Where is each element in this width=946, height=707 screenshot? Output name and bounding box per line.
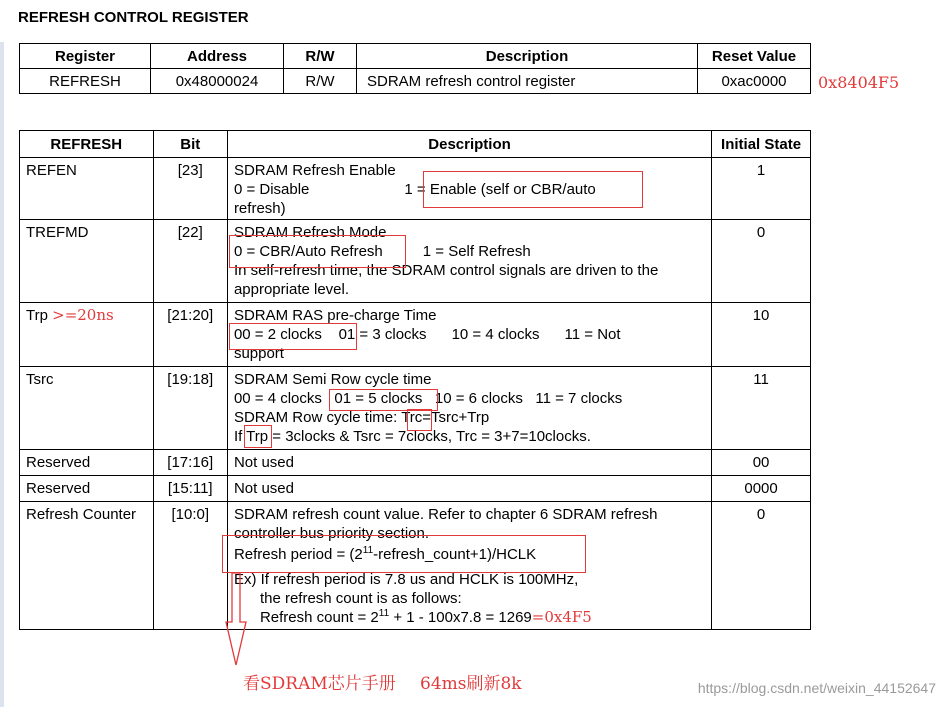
desc-line: In self-refresh time, the SDRAM control signals are driven to the	[233, 262, 659, 279]
col-address: Address	[151, 44, 284, 69]
desc-text: 11 = Not	[564, 326, 621, 343]
field-name: Reserved	[20, 476, 154, 502]
field-name-text: Trp	[26, 307, 48, 324]
bottom-annotation-2: 64ms刷新8k	[420, 674, 522, 694]
field-bit: [21:20]	[153, 303, 227, 367]
desc-text: 11 = 7 clocks	[535, 390, 623, 407]
field-bit: [19:18]	[153, 367, 227, 450]
highlight-box-trc	[407, 409, 432, 431]
down-arrow-icon	[224, 572, 248, 668]
col-reset-value: Reset Value	[698, 44, 811, 69]
table-row	[20, 220, 811, 303]
desc-text: + 1 - 100x7.8 = 1269	[389, 609, 532, 626]
field-desc	[227, 450, 711, 476]
desc-line: Not used	[233, 454, 294, 471]
highlight-box-trp-clocks	[229, 323, 357, 350]
highlight-box-cbr	[229, 235, 406, 268]
desc-text: 01 = 3 clocks	[338, 326, 427, 343]
page-title: REFRESH CONTROL REGISTER	[18, 9, 249, 26]
desc-line: the refresh count is as follows:	[259, 590, 462, 607]
field-name: Tsrc	[20, 367, 154, 450]
desc-text: 1 = Self Refresh	[422, 243, 531, 260]
col-register: Register	[20, 44, 151, 69]
table-row	[20, 303, 811, 367]
reset-value-annotation: 0x8404F5	[818, 73, 900, 92]
highlight-box-tsrc-clocks	[329, 389, 438, 411]
field-init: 11	[712, 367, 811, 450]
field-init: 1	[712, 158, 811, 220]
register-table-header	[20, 44, 811, 69]
field-bit: [23]	[153, 158, 227, 220]
field-bit: [10:0]	[153, 502, 227, 630]
register-description: SDRAM refresh control register	[357, 69, 698, 94]
col-bit: Bit	[153, 131, 227, 158]
col-refresh: REFRESH	[20, 131, 154, 158]
field-desc	[227, 476, 711, 502]
desc-text: 0 = CBR/Auto Refresh	[233, 243, 383, 260]
desc-line: Ex) If refresh period is 7.8 us and HCLK is 100MHz,	[233, 571, 579, 588]
desc-line: support	[233, 345, 284, 362]
desc-line: SDRAM Row cycle time: Trc=Tsrc+Trp	[233, 409, 490, 426]
highlight-box-trp	[244, 425, 272, 448]
desc-line: SDRAM Refresh Mode	[233, 224, 387, 241]
register-reset-value: 0xac0000	[698, 69, 811, 94]
field-name: Reserved	[20, 450, 154, 476]
desc-line: SDRAM Semi Row cycle time	[233, 371, 432, 388]
refresh-count-annotation: =0x4F5	[531, 608, 592, 626]
watermark: https://blog.csdn.net/weixin_44152647	[697, 680, 936, 696]
field-name: TREFMD	[20, 220, 154, 303]
table-row	[20, 158, 811, 220]
desc-line: If Trp = 3clocks & Tsrc = 7clocks, Trc = 3+7=10clocks.	[233, 428, 591, 445]
field-table-header	[20, 131, 811, 158]
desc-text: 01 = 5 clocks	[334, 390, 423, 407]
desc-text: 00 = 2 clocks	[233, 326, 322, 343]
desc-superscript: 11	[362, 545, 374, 556]
highlight-box-refresh-period	[222, 535, 586, 573]
col-field-description: Description	[227, 131, 711, 158]
desc-line	[234, 389, 705, 408]
bottom-annotation: 看SDRAM芯片手册	[243, 674, 396, 694]
highlight-box-enable	[423, 171, 643, 208]
col-description: Description	[357, 44, 698, 69]
col-initial-state: Initial State	[712, 131, 811, 158]
field-init: 0	[712, 220, 811, 303]
table-row	[20, 450, 811, 476]
field-init: 0	[712, 502, 811, 630]
desc-text: 0 = Disable	[233, 181, 310, 198]
register-address: 0x48000024	[151, 69, 284, 94]
register-name: REFRESH	[20, 69, 151, 94]
desc-superscript: 11	[378, 608, 390, 619]
desc-text: Refresh period = (2	[233, 546, 363, 563]
field-bit: [22]	[153, 220, 227, 303]
left-edge-rule	[0, 42, 4, 707]
table-row	[20, 476, 811, 502]
col-rw: R/W	[284, 44, 357, 69]
field-init: 10	[712, 303, 811, 367]
desc-text: Refresh count = 2	[259, 609, 379, 626]
register-row	[20, 69, 811, 94]
desc-line: appropriate level.	[233, 281, 350, 298]
desc-line: SDRAM Refresh Enable	[233, 162, 396, 179]
field-bit: [15:11]	[153, 476, 227, 502]
field-name: Refresh Counter	[20, 502, 154, 630]
desc-text: 1 = Enable (self or CBR/auto	[404, 181, 596, 198]
desc-line	[234, 608, 705, 627]
field-bit: [17:16]	[153, 450, 227, 476]
desc-text: -refresh_count+1)/HCLK	[373, 546, 537, 563]
field-name: REFEN	[20, 158, 154, 220]
desc-line: SDRAM refresh count value. Refer to chapter 6 SDRAM refresh	[233, 506, 658, 523]
field-init: 0000	[712, 476, 811, 502]
desc-text: 10 = 6 clocks	[434, 390, 523, 407]
desc-line: refresh)	[233, 200, 286, 217]
field-desc	[227, 367, 711, 450]
desc-line: Not used	[233, 480, 294, 497]
field-name	[20, 303, 154, 367]
register-rw: R/W	[284, 69, 357, 94]
field-init: 00	[712, 450, 811, 476]
desc-text: 00 = 4 clocks	[233, 390, 322, 407]
trp-annotation: >=20ns	[52, 306, 114, 324]
desc-line: controller bus priority section.	[233, 525, 430, 542]
desc-text: 10 = 4 clocks	[451, 326, 540, 343]
desc-line: SDRAM RAS pre-charge Time	[233, 307, 437, 324]
register-table	[19, 43, 811, 94]
